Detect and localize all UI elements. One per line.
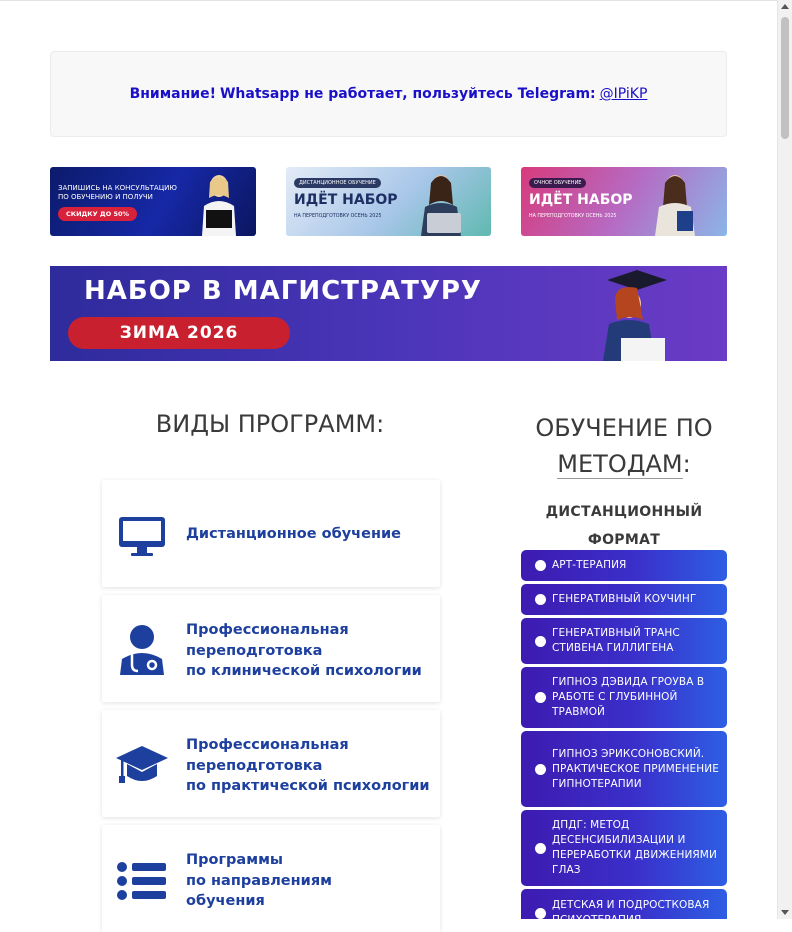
woman-with-books-icon bbox=[645, 171, 705, 236]
distance-tag: ДИСТАНЦИОННОЕ ОБУЧЕНИЕ bbox=[294, 178, 381, 188]
bullet-dot-icon bbox=[535, 560, 546, 571]
program-card-label: переподготовка bbox=[186, 642, 323, 659]
program-card-label: по направлениям bbox=[186, 872, 332, 889]
consultation-banner[interactable] bbox=[50, 167, 256, 236]
masters-season: ЗИМА 2026 bbox=[68, 317, 290, 349]
fulltime-enrollment-banner[interactable] bbox=[521, 167, 727, 236]
subheading-line1: ДИСТАНЦИОННЫЙ bbox=[545, 504, 703, 520]
method-button-generative-coaching[interactable] bbox=[521, 584, 727, 615]
scroll-up-arrow-icon[interactable] bbox=[781, 4, 789, 9]
telegram-link[interactable]: @IPiKP bbox=[599, 86, 648, 102]
notice-warning: Внимание! bbox=[129, 86, 216, 102]
method-label: ДЕТСКАЯ И ПОДРОСТКОВАЯ ПСИХОТЕРАПИЯ bbox=[552, 899, 710, 926]
scroll-down-arrow-icon[interactable] bbox=[781, 910, 789, 915]
programs-heading: ВИДЫ ПРОГРАММ: bbox=[155, 410, 385, 438]
method-button-grove-hypnosis[interactable] bbox=[521, 667, 727, 728]
doctor-icon bbox=[116, 623, 168, 675]
list-icon bbox=[116, 855, 168, 907]
notice-message: Whatsapp не работает, пользуйтесь Telegram: bbox=[219, 86, 596, 102]
graduate-student-icon bbox=[587, 268, 687, 361]
program-card-directions[interactable] bbox=[102, 825, 440, 932]
bullet-dot-icon bbox=[535, 636, 546, 647]
program-card-label: Дистанционное обучение bbox=[186, 526, 401, 542]
method-label: ГЕНЕРАТИВНЫЙ КОУЧИНГ bbox=[552, 593, 697, 605]
method-label: АРТ-ТЕРАПИЯ bbox=[552, 559, 627, 571]
monitor-icon bbox=[116, 507, 168, 559]
whatsapp-notice bbox=[50, 51, 727, 137]
consult-line1: ЗАПИШИСЬ НА КОНСУЛЬТАЦИЮ bbox=[58, 184, 177, 192]
distance-enrollment-banner[interactable] bbox=[286, 167, 491, 236]
program-card-label: Профессиональная bbox=[186, 622, 349, 638]
subheading-line2: ФОРМАТ bbox=[587, 532, 661, 548]
method-label: ГИПНОЗ ДЭВИДА ГРОУВА В РАБОТЕ С ГЛУБИННОЙ ТРАВМОЙ bbox=[552, 676, 705, 718]
graduation-cap-icon bbox=[116, 740, 168, 792]
masters-title: НАБОР В МАГИСТРАТУРУ bbox=[84, 276, 482, 306]
program-card-practical[interactable] bbox=[102, 710, 440, 817]
program-card-label: по клинической психологии bbox=[186, 663, 422, 679]
woman-with-laptop-icon bbox=[409, 171, 469, 236]
scrollbar-thumb[interactable] bbox=[781, 17, 789, 139]
program-card-label: Профессиональная bbox=[186, 737, 349, 753]
bullet-dot-icon bbox=[535, 692, 546, 703]
distance-title: ИДЁТ НАБОР bbox=[294, 192, 398, 208]
bullet-dot-icon bbox=[535, 764, 546, 775]
program-card-label: по практической психологии bbox=[186, 778, 430, 794]
methods-heading-line1: ОБУЧЕНИЕ ПО bbox=[535, 414, 713, 442]
method-button-generative-trance[interactable] bbox=[521, 618, 727, 664]
method-label: ГЕНЕРАТИВНЫЙ ТРАНС СТИВЕНА ГИЛЛИГЕНА bbox=[552, 627, 680, 654]
woman-with-folder-icon bbox=[196, 172, 242, 236]
method-button-child-psychotherapy[interactable] bbox=[521, 889, 727, 926]
method-button-ericksonian-hypnosis[interactable] bbox=[521, 731, 727, 807]
methods-heading-line2: МЕТОДАМ bbox=[557, 450, 683, 478]
fulltime-tag: ОЧНОЕ ОБУЧЕНИЕ bbox=[529, 178, 586, 188]
page-scrollbar[interactable] bbox=[777, 0, 792, 919]
program-card-label: обучения bbox=[186, 893, 265, 909]
bullet-dot-icon bbox=[535, 908, 546, 919]
methods-heading-colon: : bbox=[682, 450, 691, 478]
method-button-emdr[interactable] bbox=[521, 810, 727, 886]
distance-sub: НА ПЕРЕПОДГОТОВКУ ОСЕНЬ 2025 bbox=[294, 214, 382, 219]
consult-discount: СКИДКУ ДО 50% bbox=[58, 207, 137, 221]
masters-banner[interactable] bbox=[50, 266, 727, 361]
method-label: ДПДГ: МЕТОД ДЕСЕНСИБИЛИЗАЦИИ И ПЕРЕРАБОТКИ ДВИЖЕНИЯМИ ГЛАЗ bbox=[552, 819, 717, 876]
bullet-dot-icon bbox=[535, 843, 546, 854]
program-card-clinical[interactable] bbox=[102, 595, 440, 702]
method-button-art-therapy[interactable] bbox=[521, 550, 727, 581]
methods-heading bbox=[521, 410, 727, 482]
program-card-distance[interactable] bbox=[102, 480, 440, 587]
program-card-label: Программы bbox=[186, 852, 284, 868]
top-divider bbox=[0, 0, 777, 1]
method-label: ГИПНОЗ ЭРИКСОНОВСКИЙ. ПРАКТИЧЕСКОЕ ПРИМЕНЕНИЕ ГИПНОТЕРАПИИ bbox=[552, 747, 719, 790]
program-card-label: переподготовка bbox=[186, 757, 323, 774]
fulltime-sub: НА ПЕРЕПОДГОТОВКУ ОСЕНЬ 2025 bbox=[529, 214, 617, 219]
bullet-dot-icon bbox=[535, 594, 546, 605]
distance-format-subheading bbox=[521, 498, 727, 554]
consult-line2: ПО ОБУЧЕНИЮ И ПОЛУЧИ bbox=[58, 193, 153, 201]
fulltime-title: ИДЁТ НАБОР bbox=[529, 192, 633, 208]
